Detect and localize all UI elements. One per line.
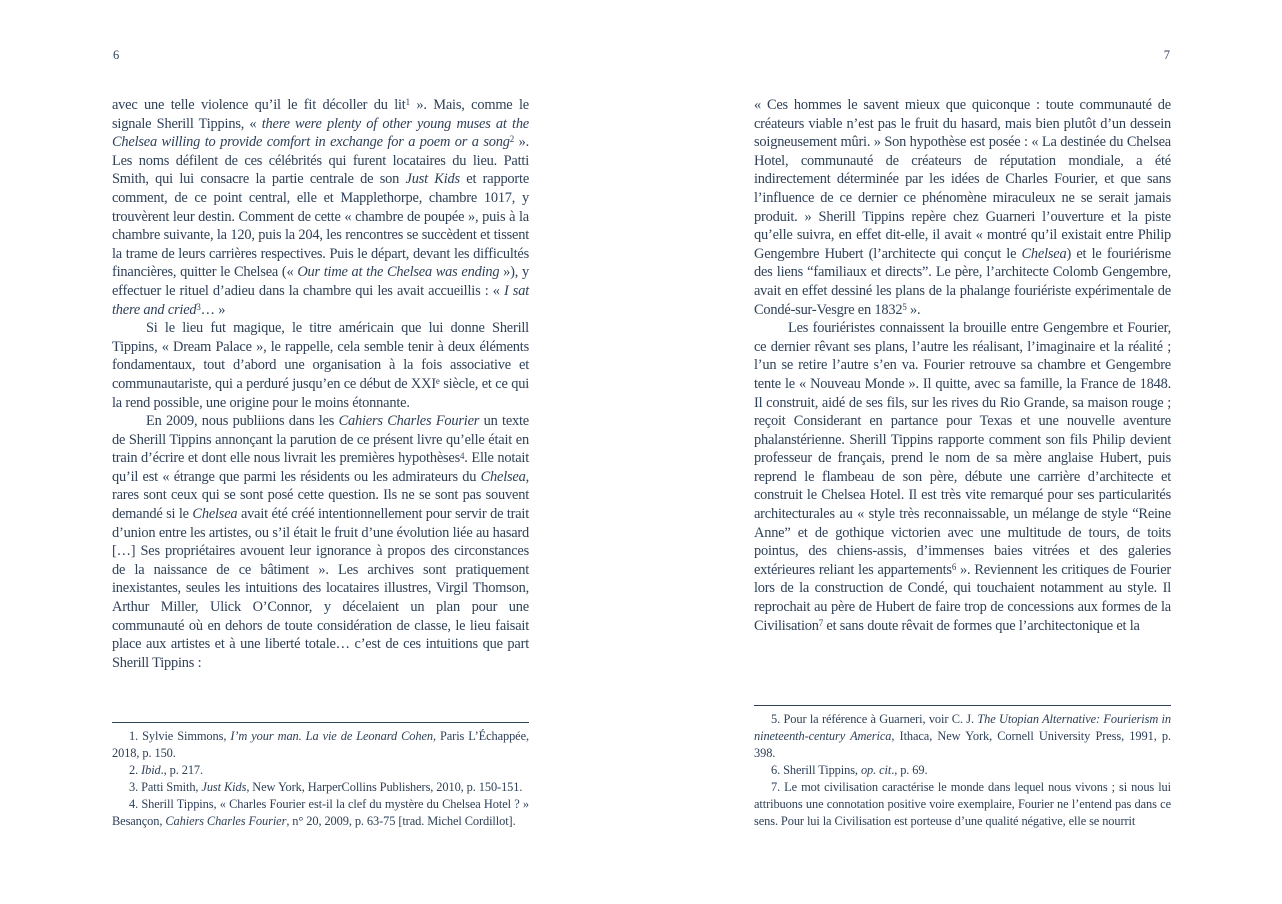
paragraph: Les fouriéristes connaissent la brouille entre Gengembre et Fourier, ce dernier rêvant ses plans, l’autre les réalisant, l’imaginaire et la réalité ; l’un se retire l’autre s’en va. Fourier retrouve sa chambre et Gengembre tente le « Nouveau Monde ». Il quitte, avec sa famille, la France de 1848. Il construit, aidé de ses fils, sur les rives du Rio Grande, sa maison rouge ; reçoit Considerant en partance pour Texas et une nouvelle aventure phalanstérienne. Sherill Tippins rapporte comment son fils Philip devient professeur de français, prend le nom de sa mère anglaise Hubert, puis reprend le flambeau de son père, débute une carrière d’architecte et construit le Chelsea Hotel. Il est très vite remarqué pour ses particularités architecturales au « style très reconnaissable, un mélange de style “Reine Anne” et de gothique victorien avec une multitude de tours, de toits pointus, des chiens-assis, d’immenses baies vitrées et des galeries extérieures reliant les appartements$^6$ ». Reviennent les critiques de Fourier lors de la construction de Condé, qui touchaient notamment au style. Il reprochait au père de Hubert de faire trop de concessions aux formes de la Civilisation$^7$ et sans doute rêvait de formes que l’architectonique et la (754, 320, 1171, 634)
page-number-left: 6 (113, 48, 120, 62)
paragraph: avec une telle violence qu’il le fit décoller du lit$^1$ ». Mais, comme le signale Sherill Tippins, « there were plenty of other young muses at the Chelsea willing to provide comfort in exchange for a poem or a song$^2$ ». Les noms défilent de ces célébrités qui furent locataires du lieu. Patti Smith, qui lui consacre la partie centrale de son Just Kids et rapporte comment, de ce point central, elle et Mapplethorpe, chambre 1017, y trouvèrent leur destin. Comment de cette « chambre de poupée », puis à la chambre suivante, la 120, puis la 204, les rencontres se succèdent et tissent la trame de leurs carrières respectives. Puis le départ, devant les difficultés financières, quitter le Chelsea (« Our time at the Chelsea was ending »), y effectuer le rituel d’adieu dans la chambre qui les avait accueillis : « I sat there and cried$^3$… » (112, 97, 530, 318)
page-number-right: 7 (1163, 48, 1170, 62)
paragraph: Si le lieu fut magique, le titre américain que lui donne Sherill Tippins, « Dream Palace », le rappelle, cela semble tenir à deux éléments fondamentaux, tout d’abord une organisation à la fois associative et communautariste, qui a perduré jusqu’en ce début de XXIe siècle, et ce qui la rend possible, une origine pour le moins étonnante. (112, 320, 530, 411)
footnote: 6. Sherill Tippins, op. cit., p. 69. (771, 763, 928, 777)
footnote-rule (754, 705, 1171, 706)
page-right-body (754, 96, 1171, 635)
paragraph: En 2009, nous publiions dans les Cahiers Charles Fourier un texte de Sherill Tippins annonçant la parution de ce présent livre qu’elle était en train d’écrire et dont elle nous livrait les premières hypothèses$^4$. Elle notait qu’il est « étrange que parmi les résidents ou les admirateurs du Chelsea, rares sont ceux qui se sont posé cette question. Ils ne se sont pas souvent demandé si le Chelsea avait été créé intentionnellement pour servir de trait d’union entre les artistes, ou s’il était le fruit d’une évolution liée au hasard […] Ses propriétaires avouent leur ignorance à propos des circonstances de la naissance de ce bâtiment ». Les archives sont pratiquement inexistantes, seules les intuitions des locataires illustres, Virgil Thomson, Arthur Miller, Ulick O’Connor, y décelaient un plan pour une communauté où en dehors de toute considération de classe, le lieu faisait place aux artistes et à une liberté totale… c’est de ces intuitions que part Sherill Tippins : (112, 413, 529, 671)
page-left (112, 0, 529, 904)
footnote-rule (112, 722, 529, 723)
page-left-body (112, 96, 529, 672)
page-right-footnotes (754, 705, 1171, 830)
page-right-footnote-list (754, 711, 1171, 830)
page-left-footnote-list (112, 728, 529, 830)
footnote: 2. Ibid., p. 217. (129, 763, 204, 777)
paragraph: « Ces hommes le savent mieux que quiconque : toute communauté de créateurs viable n’est pas le fruit du hasard, mais bien plutôt d’un dessein soigneusement mûri. » Son hypothèse est posée : « La destinée du Chelsea Hotel, communauté de créateurs de réputation mondiale, a été indirectement déterminée par les idées de Charles Fourier, et que sans l’influence de ce dernier ce phénomène miraculeux ne se serait jamais produit. » Sherill Tippins repère chez Guarneri l’ouverture et la piste qu’elle suivra, en effet dit-elle, il avait « montré qu’il existait entre Philip Gengembre Hubert (l’architecte qui conçut le Chelsea) et le fouriérisme des liens “familiaux et directs”. Le père, l’architecte Colomb Gengembre, avait en effet dessiné les plans de la phalange fouriériste expérimentale de Condé-sur-Vesgre en 1832$^5$ ». (754, 97, 1171, 318)
footnote: 5. Pour la référence à Guarneri, voir C. J. The Utopian Alternative: Fourierism in nineteenth-century America, Ithaca, New York, Cornell University Press, 1991, p. 398. (754, 712, 1171, 760)
page-left-footnotes (112, 722, 529, 830)
footnote: 7. Le mot civilisation caractérise le monde dans lequel nous vivons ; si nous lui attribuons une connotation positive voire exemplaire, Fourier ne l’entend pas dans ce sens. Pour lui la Civilisation est porteuse d’une qualité négative, elle se nourrit (754, 780, 1171, 828)
page-right (754, 0, 1171, 904)
footnote: 3. Patti Smith, Just Kids, New York, HarperCollins Publishers, 2010, p. 150-151. (129, 780, 523, 794)
footnote: 4. Sherill Tippins, « Charles Fourier est-il la clef du mystère du Chelsea Hotel ? » Besançon, Cahiers Charles Fourier, n° 20, 2009, p. 63-75 [trad. Michel Cordillot]. (112, 797, 529, 828)
footnote: 1. Sylvie Simmons, I’m your man. La vie de Leonard Cohen, Paris L’Échappée, 2018, p. 150. (112, 729, 529, 760)
